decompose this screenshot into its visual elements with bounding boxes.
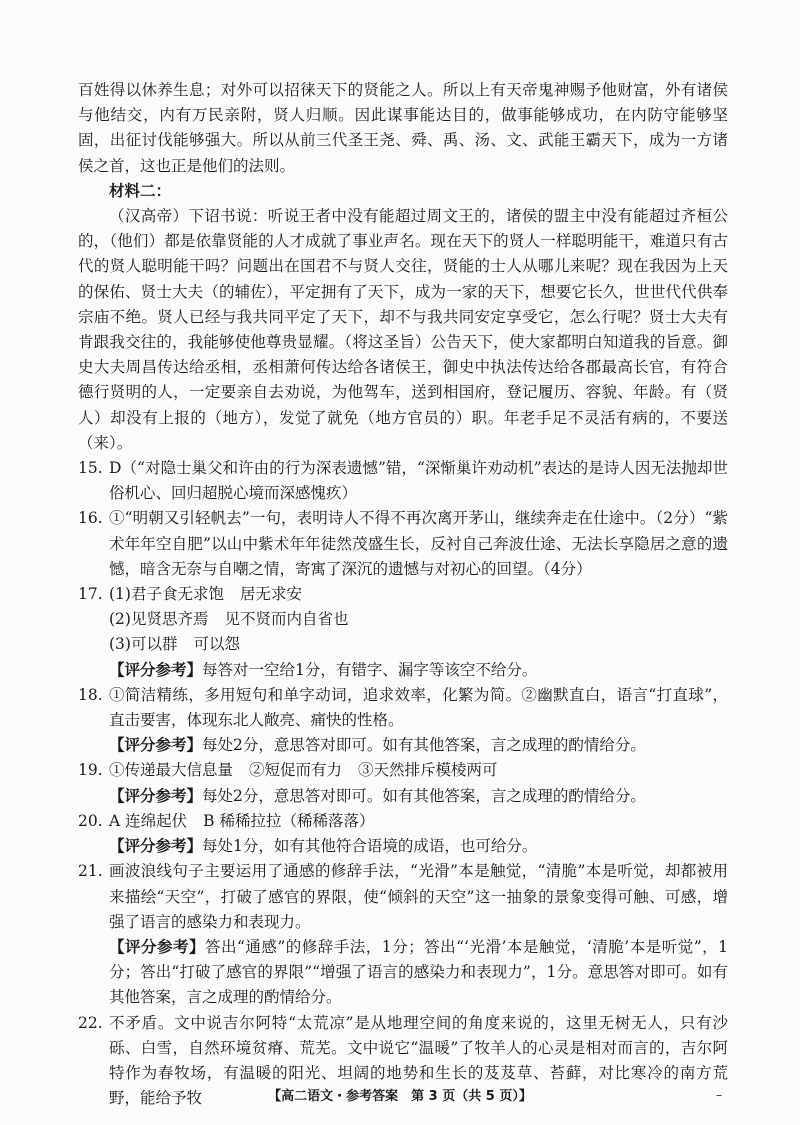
answer-label: (1) <box>109 585 131 604</box>
question-21 <box>78 859 728 935</box>
answer-line <box>78 632 728 657</box>
scoring-text: 每处2分，意思答对即可。如有其他答案，言之成理的酌情给分。 <box>202 786 646 805</box>
answer-part: B 稀稀拉拉（稀稀落落） <box>203 811 375 830</box>
scoring-note <box>78 658 728 683</box>
scoring-text: 每处2分，意思答对即可。如有其他答案，言之成理的酌情给分。 <box>202 736 646 755</box>
question-15 <box>78 456 728 506</box>
answer-label: (3) <box>109 635 131 654</box>
question-number: 19. <box>78 761 103 780</box>
material2-text: （汉高帝）下诏书说：听说王者中没有能超过周文王的，诸侯的盟主中没有能超过齐桓公的，（他们）都是依靠贤能的人才成就了事业声名。现在天下的贤人一样聪明能干，难道只有古代的贤人聪明能干吗？问题出在国君不与贤人交往，贤能的士人从哪儿来呢？现在我因为上天的保佑、贤士大夫（的辅佐），平定拥有了天下，成为一家的天下，想要它长久，世世代代供奉宗庙不绝。贤人已经与我共同平定了天下，却不与我共同安定享受它，怎么行呢？贤士大夫有肯跟我交往的，我能够使他尊贵显耀。（将这圣旨）公告天下，使大家都明白知道我的旨意。御史大夫周昌传达给丞相，丞相萧何传达给各诸侯王，御史中执法传达给各郡最高长官，有符合德行贤明的人，一定要亲自去劝说，为他驾车，送到相国府，登记履历、容貌、年龄。有（贤人）却没有上报的（地方），发觉了就免（地方官员的）职。年老手足不灵活有病的，不要送（来）。 <box>78 207 728 452</box>
answer-part: 君子食无求饱 <box>130 585 224 604</box>
answer-text: 不矛盾。文中说吉尔阿特“太荒凉”是从地理空间的角度来说的，这里无树无人，只有沙砾、白雪，自然环境贫瘠、荒芜。文中说它“温暖”了牧羊人的心灵是相对而言的，吉尔阿特作为春牧场，有温暖的阳光、坦阔的地势和生长的芨芨草、苔藓，对比寒冷的南方荒野，能给予牧 <box>109 1013 728 1108</box>
answer-part: 见不贤而内自省也 <box>224 610 349 629</box>
scoring-text: 答出“通感”的修辞手法，1分；答出“‘光滑’本是触觉，‘清脆’本是听觉”，1分；答出“打破了感官的界限”“增强了语言的感染力和表现力”，1分。意思答对即可。如有其他答案，言之成理的酌情给分。 <box>109 937 728 1007</box>
answer-text: ①“明朝又引轻帆去”一句，表明诗人不得不再次离开茅山，继续奔走在仕途中。（2分）“紫术年年空自肥”以山中紫术年年徒然茂盛生长，反衬自己奔波仕途、无法长享隐居之意的遗憾，暗含无奈与自嘲之情，寄寓了深沉的遗憾与对初心的回望。（4分） <box>109 509 728 578</box>
scoring-text: 每处1分，如有其他符合语境的成语，也可给分。 <box>202 837 538 856</box>
answer-part: 见贤思齐焉 <box>130 610 209 629</box>
page-footer: 【高二语文・参考答案 第 3 页（共 5 页）】 <box>268 1089 532 1104</box>
corner-mark: – <box>716 1088 722 1102</box>
top-paragraph: 百姓得以休养生息；对外可以招徕天下的贤能之人。所以上有天帝鬼神赐予他财富，外有诸侯与他结交，内有万民亲附，贤人归顺。因此谋事能达目的，做事能够成功，在内防守能够坚固，出征讨伐能够强大。所以从前三代圣王尧、舜、禹、汤、文、武能王霸天下，成为一方诸侯之首，这也正是他们的法则。 <box>78 81 728 175</box>
answer-line <box>109 758 728 783</box>
question-17 <box>78 582 728 607</box>
question-19 <box>78 758 728 783</box>
answer-part: ②短促而有力 <box>249 761 343 780</box>
scoring-tag: 【评分参考】 <box>109 660 203 679</box>
question-number: 22. <box>78 1013 103 1032</box>
scoring-tag: 【评分参考】 <box>109 837 203 856</box>
answer-part: 居无求安 <box>239 585 302 604</box>
answer-text: ①简洁精练，多用短句和单字动词，追求效率，化繁为简。②幽默直白，语言“打直球”，直击要害，体现东北人敞亮、痛快的性格。 <box>109 685 728 730</box>
scoring-note <box>78 784 728 809</box>
scoring-text: 每答对一空给1分，有错字、漏字等该空不给分。 <box>202 660 538 679</box>
scoring-tag: 【评分参考】 <box>109 786 203 805</box>
answer-text: D（“对隐士巢父和许由的行为深表遗憾”错，“深惭巢许劝动机”表达的是诗人因无法抛却世俗机心、回归超脱心境而深感愧疚） <box>109 459 728 503</box>
scoring-tag: 【评分参考】 <box>109 736 203 755</box>
question-18 <box>78 683 728 733</box>
scoring-tag: 【评分参考】 <box>109 937 205 956</box>
answer-part: 可以群 <box>130 635 178 654</box>
answer-line <box>109 809 728 834</box>
question-number: 16. <box>78 509 103 528</box>
question-20 <box>78 809 728 834</box>
question-16 <box>78 506 728 582</box>
question-number: 15. <box>78 459 103 478</box>
answer-line <box>109 582 728 607</box>
answer-part: ③天然排斥模棱两可 <box>358 761 498 780</box>
answer-content <box>78 78 728 1111</box>
answer-text: 画波浪线句子主要运用了通感的修辞手法，“光滑”本是触觉，“清脆”本是听觉，却都被用来描绘“天空”，打破了感官的界限，使“倾斜的天空”这一抽象的景象变得可触、可感，增强了语言的感染力和表现力。 <box>109 862 728 931</box>
answer-label: (2) <box>109 610 131 629</box>
material2-title: 材料二： <box>109 181 172 200</box>
question-number: 18. <box>78 685 103 704</box>
answer-line <box>78 607 728 632</box>
answer-part: ①传递最大信息量 <box>109 761 234 780</box>
question-number: 21. <box>78 862 103 881</box>
scoring-note <box>78 935 728 1011</box>
scoring-note <box>78 733 728 758</box>
answer-part: A 连绵起伏 <box>109 811 188 830</box>
question-number: 20. <box>78 811 103 830</box>
question-number: 17. <box>78 585 103 604</box>
scoring-note <box>78 834 728 859</box>
answer-part: 可以怨 <box>193 635 240 654</box>
